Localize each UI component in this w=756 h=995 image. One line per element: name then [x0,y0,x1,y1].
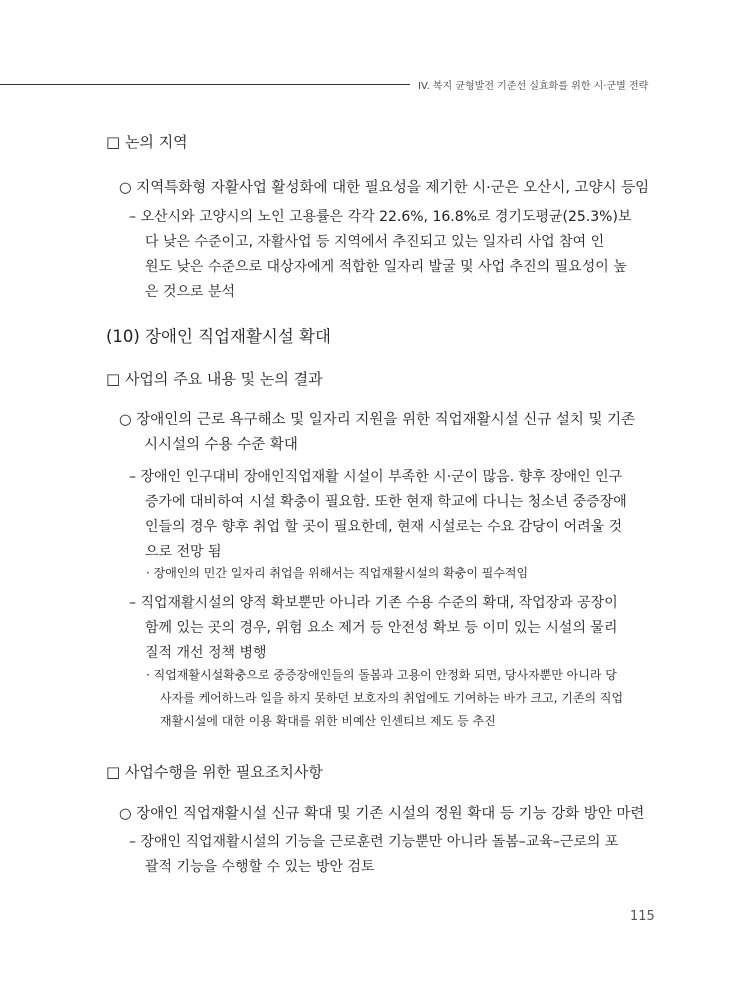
text-line: 시시설의 수용 수준 확대 [144,437,298,453]
header-rule [0,84,410,85]
text-line: · 직업재활시설확충으로 중증장애인들의 돌봄과 고용이 안정화 되면, 당사자뿐만 아니라 당 [146,668,617,682]
text-line: 원도 낮은 수준으로 대상자에게 적합한 일자리 발굴 및 사업 추진의 필요성이 높 [145,259,627,275]
heading-required-actions: □ 사업수행을 위한 필요조치사항 [106,763,323,781]
text-line: – 직업재활시설의 양적 확보뿐만 아니라 기존 수용 수준의 확대, 작업장과 공장이 [129,595,618,611]
running-title: IV. 복지 균형발전 기준선 실효화를 위한 시·군별 전략 [418,81,649,92]
text-line: 증가에 대비하여 시설 확충이 필요함. 또한 현재 학교에 다니는 청소년 중증장애 [145,494,627,510]
dot-employment-note: · 장애인의 민간 일자리 취업을 위해서는 직업재활시설의 확충이 필수적임 [146,566,529,580]
text-line: 으로 전망 됨 [145,544,222,560]
bullet-required-actions: ○ 장애인 직업재활시설 신규 확대 및 기존 시설의 정원 확대 등 기능 강화 방안 마련 [119,806,645,822]
text-line: ○ 장애인의 근로 욕구해소 및 일자리 지원을 위한 직업재활시설 신규 설치 및 기존 [119,412,636,428]
text-line: – 장애인 인구대비 장애인직업재활 시설이 부족한 시·군이 많음. 향후 장애인 인구 [129,469,623,485]
text-line: 은 것으로 분석 [145,284,236,300]
text-line: 함께 있는 곳의 경우, 위험 요소 제거 등 안전성 확보 등 이미 있는 시설의 물리 [145,620,618,636]
heading-main-content: □ 사업의 주요 내용 및 논의 결과 [106,370,323,388]
text-line: 재활시설에 대한 이용 확대를 위한 비예산 인센티브 제도 등 추진 [160,714,496,728]
dash-shortage-detail [129,465,627,565]
dash-quality-improvement [129,591,618,666]
text-line: – 장애인 직업재활시설의 기능을 근로훈련 기능뿐만 아니라 돌봄–교육–근로의 포 [129,834,619,850]
text-line: 다 낮은 수준이고, 자활사업 등 지역에서 추진되고 있는 일자리 사업 참여 인 [145,234,605,250]
dot-care-incentive [146,664,623,733]
section-title: (10) 장애인 직업재활시설 확대 [106,327,331,346]
text-line: 인들의 경우 향후 취업 할 곳이 필요한데, 현재 시설로는 수요 감당이 어려울 것 [145,519,623,535]
dash-region-detail [129,205,631,305]
heading-discussion-region: □ 논의 지역 [106,133,188,151]
page-number: 115 [630,909,655,924]
bullet-main-content [119,408,635,458]
dash-function-review [129,830,618,880]
bullet-region-summary: ○ 지역특화형 자활사업 활성화에 대한 필요성을 제기한 시·군은 오산시, 고양시 등임 [119,180,650,196]
text-line: – 오산시와 고양시의 노인 고용률은 각각 22.6%, 16.8%로 경기도평균(25.3%)보 [129,209,632,225]
text-line: 사자를 케어하느라 일을 하지 못하던 보호자의 취업에도 기여하는 바가 크고, 기존의 직업 [160,691,624,705]
text-line: 질적 개선 정책 병행 [145,645,267,661]
text-line: 괄적 기능을 수행할 수 있는 방안 검토 [145,859,375,875]
